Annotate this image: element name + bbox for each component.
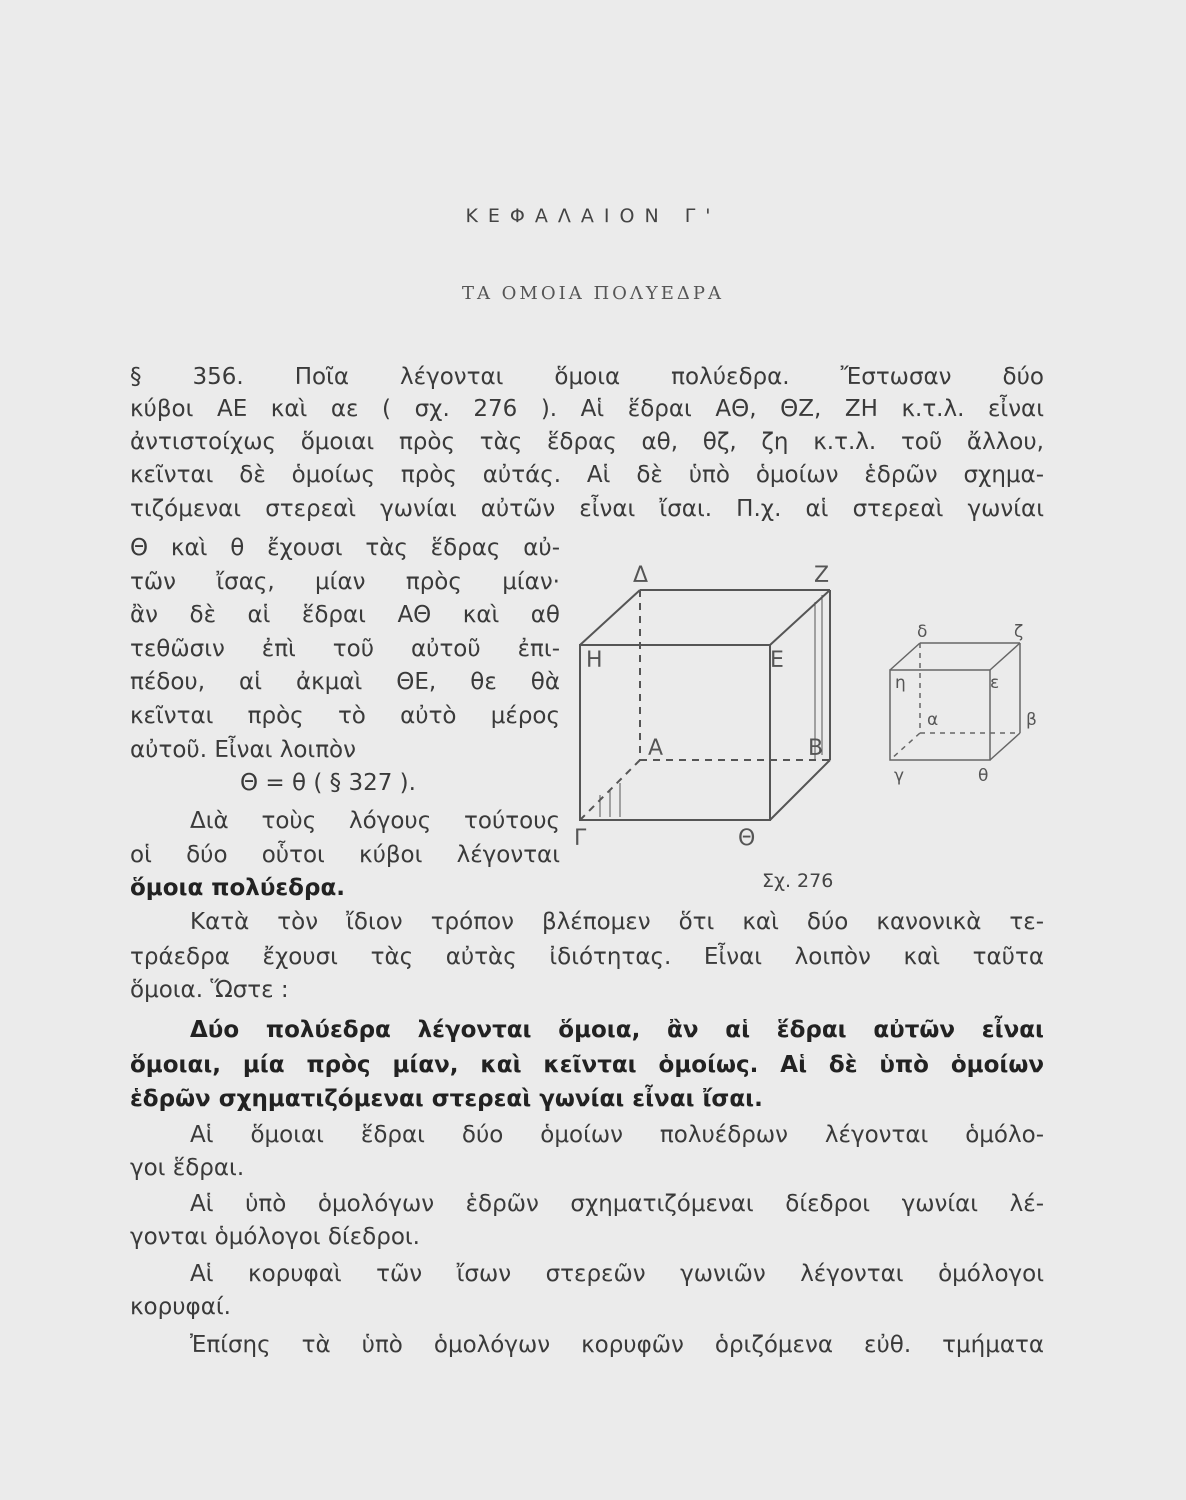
vertex-label: Ζ bbox=[814, 563, 830, 588]
text-line: τῶν ἴσας, μίαν πρὸς μίαν· bbox=[130, 569, 560, 595]
figure-caption: Σχ. 276 bbox=[762, 870, 834, 892]
text-line: ἂν δὲ αἱ ἕδραι ΑΘ καὶ αθ bbox=[130, 602, 560, 628]
cube-figure bbox=[560, 555, 1060, 855]
vertex-label: γ bbox=[894, 766, 905, 786]
vertex-label: Θ bbox=[738, 826, 756, 851]
vertex-label: Ε bbox=[770, 648, 784, 673]
formula: Θ = θ ( § 327 ). bbox=[240, 770, 416, 796]
vertex-label: η bbox=[895, 673, 906, 693]
text-line: § 356. Ποῖα λέγονται ὅμοια πολύεδρα. Ἔστωσαν δύο bbox=[130, 364, 1044, 390]
text-line: ἀντιστοίχως ὅμοιαι πρὸς τὰς ἕδρας αθ, θζ, ζη κ.τ.λ. τοῦ ἄλλου, bbox=[130, 429, 1044, 455]
text-line: Αἱ ὑπὸ ὁμολόγων ἑδρῶν σχηματιζόμεναι δίεδροι γωνίαι λέ- bbox=[190, 1191, 1044, 1217]
text-line: Κατὰ τὸν ἴδιον τρόπον βλέπομεν ὅτι καὶ δύο κανονικὰ τε- bbox=[190, 909, 1044, 935]
small-cube bbox=[890, 643, 1020, 760]
text-line: τιζόμεναι στερεαὶ γωνίαι αὐτῶν εἶναι ἴσαι. Π.χ. αἱ στερεαὶ γωνίαι bbox=[130, 496, 1044, 522]
text-line: γοι ἕδραι. bbox=[130, 1155, 245, 1181]
vertex-label: δ bbox=[917, 622, 928, 642]
vertex-label: Η bbox=[586, 648, 603, 673]
text-line: πέδου, αἱ ἀκμαὶ ΘΕ, θε θὰ bbox=[130, 669, 560, 695]
text-line: Αἱ κορυφαὶ τῶν ἴσων στερεῶν γωνιῶν λέγονται ὁμόλογοι bbox=[190, 1261, 1044, 1287]
vertex-label: Γ bbox=[574, 826, 587, 851]
text-line: Διὰ τοὺς λόγους τούτους bbox=[190, 808, 560, 834]
definition-line: ὅμοιαι, μία πρὸς μίαν, καὶ κεῖνται ὁμοίως. Αἱ δὲ ὑπὸ ὁμοίων bbox=[130, 1052, 1044, 1078]
text-line: αὐτοῦ. Εἶναι λοιπὸν bbox=[130, 737, 356, 763]
text-line: Ἐπίσης τὰ ὑπὸ ὁμολόγων κορυφῶν ὁριζόμενα εὐθ. τμήματα bbox=[190, 1332, 1044, 1358]
chapter-heading: ΚΕΦΑΛΑΙΟΝ Γ' bbox=[465, 205, 721, 227]
vertex-label: ε bbox=[990, 673, 1000, 693]
vertex-label: Β bbox=[808, 736, 824, 761]
vertex-label: α bbox=[927, 710, 939, 730]
text-line: τράεδρα ἔχουσι τὰς αὐτὰς ἰδιότητας. Εἶναι λοιπὸν καὶ ταῦτα bbox=[130, 944, 1044, 970]
text-line: οἱ δύο οὗτοι κύβοι λέγονται bbox=[130, 842, 560, 868]
vertex-label: Δ bbox=[633, 563, 649, 588]
vertex-label: ζ bbox=[1014, 622, 1024, 642]
text-line: κορυφαί. bbox=[130, 1294, 231, 1320]
vertex-label: θ bbox=[978, 766, 989, 786]
text-line: Θ καὶ θ ἔχουσι τὰς ἕδρας αὐ- bbox=[130, 535, 560, 561]
text-line: κεῖνται δὲ ὁμοίως πρὸς αὐτάς. Αἱ δὲ ὑπὸ ὁμοίων ἑδρῶν σχημα- bbox=[130, 462, 1044, 488]
vertex-label: β bbox=[1026, 710, 1037, 730]
vertex-label: Α bbox=[648, 736, 664, 761]
text-line: Αἱ ὅμοιαι ἕδραι δύο ὁμοίων πολυέδρων λέγονται ὁμόλο- bbox=[190, 1122, 1044, 1148]
text-line: κεῖνται πρὸς τὸ αὐτὸ μέρος bbox=[130, 703, 560, 729]
definition-line: ἑδρῶν σχηματιζόμεναι στερεαὶ γωνίαι εἶναι ἴσαι. bbox=[130, 1086, 763, 1112]
large-cube bbox=[580, 590, 830, 820]
text-line: ὅμοια. Ὥστε : bbox=[130, 977, 289, 1003]
chapter-title: ΤΑ ΟΜΟΙΑ ΠΟΛΥΕΔΡΑ bbox=[461, 283, 725, 304]
bold-term: ὅμοια πολύεδρα. bbox=[130, 875, 345, 901]
definition-line: Δύο πολύεδρα λέγονται ὅμοια, ἂν αἱ ἕδραι αὐτῶν εἶναι bbox=[190, 1017, 1044, 1043]
text-line: τεθῶσιν ἐπὶ τοῦ αὐτοῦ ἐπι- bbox=[130, 636, 560, 662]
text-line: κύβοι ΑΕ καὶ αε ( σχ. 276 ). Αἱ ἕδραι ΑΘ, ΘΖ, ΖΗ κ.τ.λ. εἶναι bbox=[130, 396, 1044, 422]
text-line: γονται ὁμόλογοι δίεδροι. bbox=[130, 1224, 420, 1250]
